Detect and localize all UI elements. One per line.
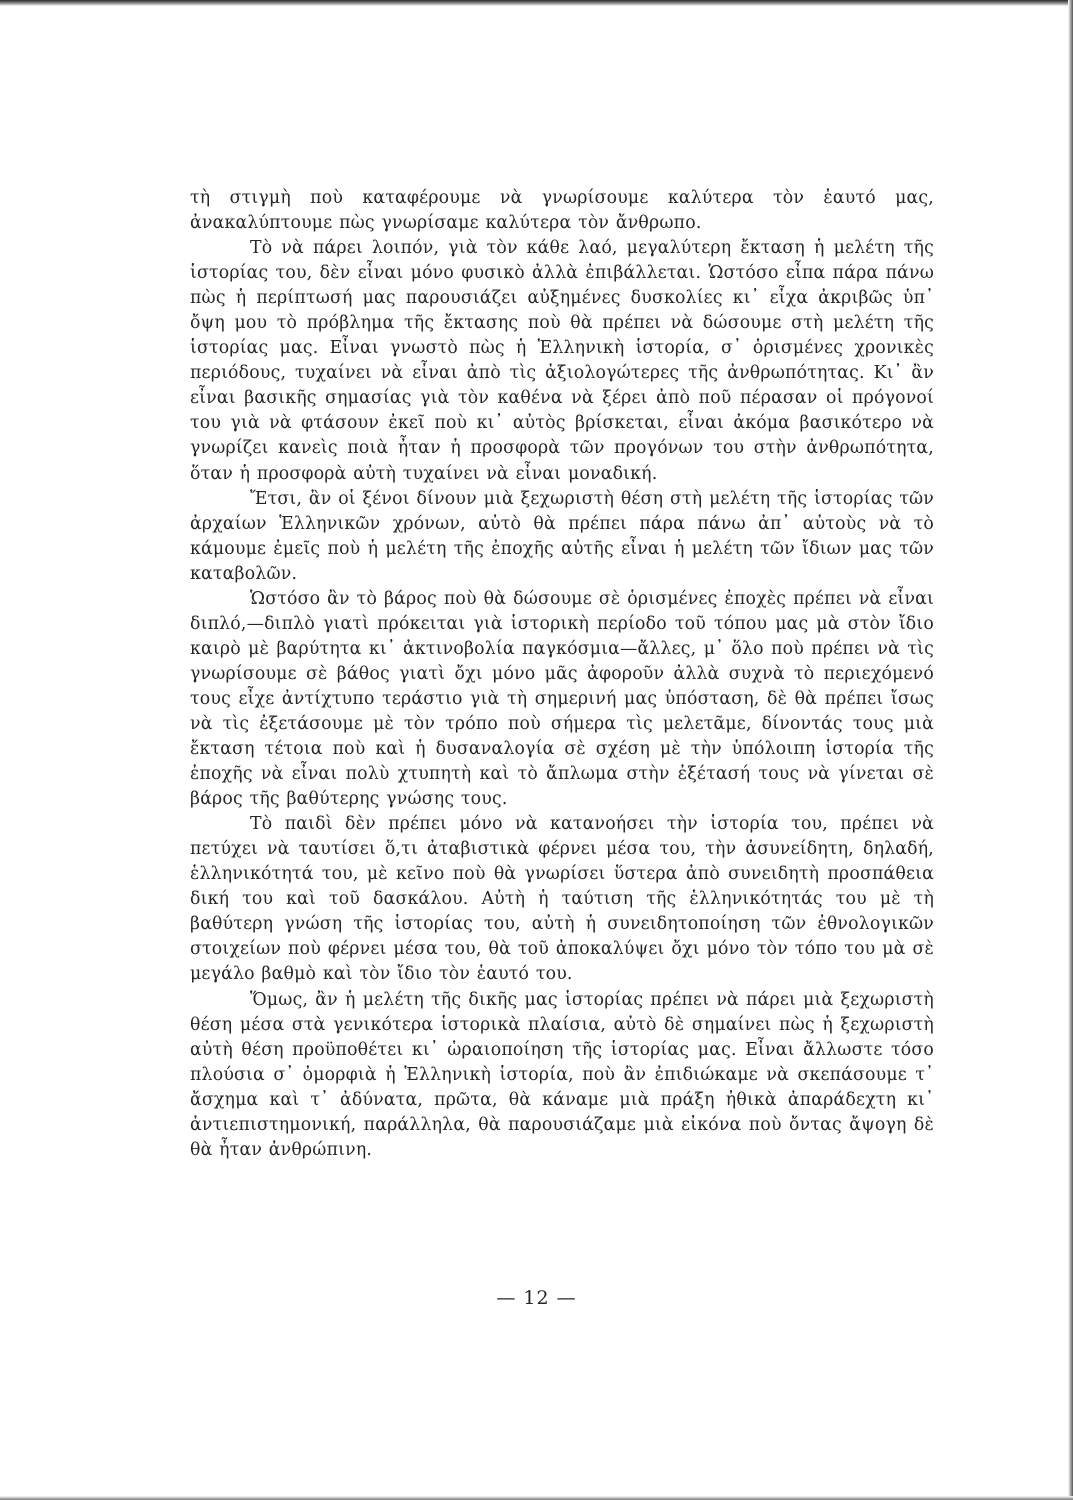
paragraph: Τὸ παιδὶ δὲν πρέπει μόνο νὰ κατανοήσει τὴν ἱστορία του, πρέπει νὰ πετύχει νὰ ταυτίσει ὅ,τι ἀταβιστικὰ φέρνει μέσα του, τὴν ἀσυνείδητη, δηλαδή, ἑλληνικότητά του, μὲ κεῖνο ποὺ θὰ γνωρίσει ὕστερα ἀπὸ συνειδητὴ προσπάθεια δική του καὶ τοῦ δασκάλου. Αὐτὴ ἡ ταύτιση τῆς ἑλληνικότητάς του μὲ τὴ βαθύτερη γνώση τῆς ἱστορίας του, αὐτὴ ἡ συνειδητοποίηση τῶν ἐθνολογικῶν στοιχείων ποὺ φέρνει μέσα του, θὰ τοῦ ἀποκαλύψει ὄχι μόνο τὸν τόπο του μὰ σὲ μεγάλο βαθμὸ καὶ τὸν ἴδιο τὸν ἑαυτό του. (190, 814, 934, 985)
scan-right-edge (1068, 0, 1073, 1500)
page-number: — 12 — (496, 1287, 577, 1309)
paragraph-continuation: τὴ στιγμὴ ποὺ καταφέρουμε νὰ γνωρίσουμε καλύτερα τὸν ἑαυτό μας, ἀνακαλύπτουμε πὼς γνωρίσαμε καλύτερα τὸν ἄνθρωπο. (190, 188, 934, 234)
paragraph: Ἔτσι, ἂν οἱ ξένοι δίνουν μιὰ ξεχωριστὴ θέση στὴ μελέτη τῆς ἱστορίας τῶν ἀρχαίων Ἑλληνικῶν χρόνων, αὐτὸ θὰ πρέπει πάρα πάνω ἀπ᾽ αὐτοὺς νὰ τὸ κάμουμε ἐμεῖς ποὺ ἡ μελέτη τῆς ἐποχῆς αὐτῆς εἶναι ἡ μελέτη τῶν ἴδιων μας τῶν καταβολῶν. (190, 488, 934, 584)
scan-top-edge (0, 0, 1073, 6)
scan-bottom-edge (0, 1496, 1073, 1500)
paragraph: Τὸ νὰ πάρει λοιπόν, γιὰ τὸν κάθε λαό, μεγαλύτερη ἔκταση ἡ μελέτη τῆς ἱστορίας του, δὲν εἶναι μόνο φυσικὸ ἀλλὰ ἐπιβάλλεται. Ὡστόσο εἶπα πάρα πάνω πὼς ἡ περίπτωσή μας παρουσιάζει αὐξημένες δυσκολίες κι᾽ εἶχα ἀκριβῶς ὑπ᾽ ὄψη μου τὸ πρόβλημα τῆς ἔκτασης ποὺ θὰ πρέπει νὰ δώσουμε στὴ μελέτη τῆς ἱστορίας μας. Εἶναι γνωστὸ πὼς ἡ Ἑλληνικὴ ἱστορία, σ᾽ ὁρισμένες χρονικὲς περιόδους, τυχαίνει νὰ εἶναι ἀπὸ τὶς ἀξιολογώτερες τῆς ἀνθρωπότητας. Κι᾽ ἂν εἶναι βασικῆς σημασίας γιὰ τὸν καθένα νὰ ξέρει ἀπὸ ποῦ πέρασαν οἱ πρόγονοί του γιὰ νὰ φτάσουν ἐκεῖ ποὺ κι᾽ αὐτὸς βρίσκεται, εἶναι ἀκόμα βασικότερο νὰ γνωρίζει κανεὶς ποιὰ ἦταν ἡ προσφορὰ τῶν προγόνων του στὴν ἀνθρωπότητα, ὅταν ἡ προσφορὰ αὐτὴ τυχαίνει νὰ εἶναι μοναδική. (190, 238, 934, 484)
body-text (190, 186, 934, 1163)
paragraph: Ὡστόσο ἂν τὸ βάρος ποὺ θὰ δώσουμε σὲ ὁρισμένες ἐποχὲς πρέπει νὰ εἶναι διπλό,—διπλὸ γιατὶ πρόκειται γιὰ ἱστορικὴ περίοδο τοῦ τόπου μας μὰ στὸν ἴδιο καιρὸ μὲ βαρύτητα κι᾽ ἀκτινοβολία παγκόσμια—ἄλλες, μ᾽ ὅλο ποὺ πρέπει νὰ τὶς γνωρίσουμε σὲ βάθος γιατὶ ὄχι μόνο μᾶς ἀφοροῦν ἀλλὰ συχνὰ τὸ περιεχόμενό τους εἶχε ἀντίχτυπο τεράστιο γιὰ τὴ σημερινή μας ὑπόσταση, δὲ θὰ πρέπει ἴσως νὰ τὶς ἐξετάσουμε μὲ τὸν τρόπο ποὺ σήμερα τὶς μελετᾶμε, δίνοντάς τους μιὰ ἔκταση τέτοια ποὺ καὶ ἡ δυσαναλογία σὲ σχέση μὲ τὴν ὑπόλοιπη ἱστορία τῆς ἐποχῆς νὰ εἶναι πολὺ χτυπητὴ καὶ τὸ ἄπλωμα στὴν ἐξέτασή τους νὰ γίνεται σὲ βάρος τῆς βαθύτερης γνώσης τους. (190, 588, 934, 810)
paragraph: Ὅμως, ἂν ἡ μελέτη τῆς δικῆς μας ἱστορίας πρέπει νὰ πάρει μιὰ ξεχωριστὴ θέση μέσα στὰ γενικότερα ἱστορικὰ πλαίσια, αὐτὸ δὲ σημαίνει πὼς ἡ ξεχωριστὴ αὐτὴ θέση προϋποθέτει κι᾽ ὡραιοποίηση τῆς ἱστορίας μας. Εἶναι ἄλλωστε τόσο πλούσια σ᾽ ὀμορφιὰ ἡ Ἑλληνικὴ ἱστορία, ποὺ ἂν ἐπιδιώκαμε νὰ σκεπάσουμε τ᾽ ἄσχημα καὶ τ᾽ ἀδύνατα, πρῶτα, θὰ κάναμε μιὰ πράξη ἠθικὰ ἀπαράδεχτη κι᾽ ἀντιεπιστημονική, παράλληλα, θὰ παρουσιάζαμε μιὰ εἰκόνα ποὺ ὄντας ἄψογη δὲ θὰ ἦταν ἀνθρώπινη. (190, 989, 934, 1160)
